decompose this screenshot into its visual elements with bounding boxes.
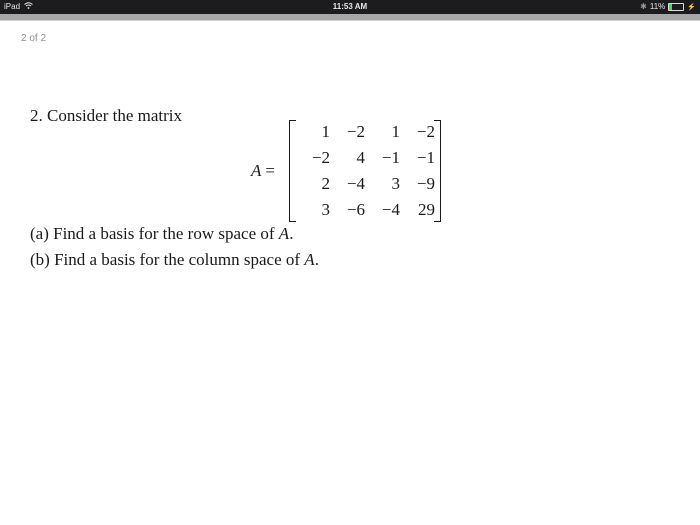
left-bracket <box>289 120 296 222</box>
part-a-text: (a) Find a basis for the row space of <box>30 224 279 243</box>
matrix-cell: −4 <box>381 200 400 219</box>
part-b-var: A <box>304 250 315 269</box>
device-name: iPad <box>4 2 21 11</box>
matrix <box>289 120 441 222</box>
matrix-cell: −4 <box>346 174 365 193</box>
clock: 11:53 AM <box>332 2 368 11</box>
matrix-cell: 2 <box>321 174 330 193</box>
matrix-cell: −6 <box>346 200 365 219</box>
matrix-cell: −2 <box>311 148 330 167</box>
part-b-period: . <box>314 250 319 269</box>
matrix-cell: −2 <box>346 122 365 141</box>
matrix-equation <box>251 120 441 222</box>
question-heading: 2. Consider the matrix <box>30 106 183 125</box>
part-b-text: (b) Find a basis for the column space of <box>30 250 305 269</box>
battery-percent: 11% <box>649 2 666 11</box>
matrix-cell: 29 <box>417 200 435 219</box>
right-bracket <box>434 120 441 222</box>
matrix-cell: 4 <box>356 148 365 167</box>
status-bar <box>0 0 700 14</box>
part-a-var: A <box>278 224 290 243</box>
toolbar-divider <box>0 14 700 21</box>
part-a-period: . <box>289 224 294 243</box>
part-a <box>30 221 319 247</box>
matrix-cell: 1 <box>391 122 400 141</box>
matrix-cell: −9 <box>416 174 435 193</box>
bluetooth-icon: ✱ <box>640 2 647 11</box>
matrix-cell: −1 <box>416 148 435 167</box>
matrix-cell: 3 <box>391 174 400 193</box>
equals-sign: = <box>265 161 275 180</box>
page-indicator: 2 of 2 <box>21 33 47 44</box>
part-b <box>30 247 319 273</box>
matrix-grid <box>289 120 441 222</box>
question-parts <box>30 221 319 273</box>
matrix-cell: 1 <box>321 122 330 141</box>
battery-icon <box>668 3 684 11</box>
matrix-cell: 3 <box>321 200 330 219</box>
matrix-cell: −2 <box>416 122 435 141</box>
matrix-label: A <box>251 161 262 180</box>
charging-icon: ⚡ <box>687 3 696 11</box>
matrix-cell: −1 <box>381 148 400 167</box>
